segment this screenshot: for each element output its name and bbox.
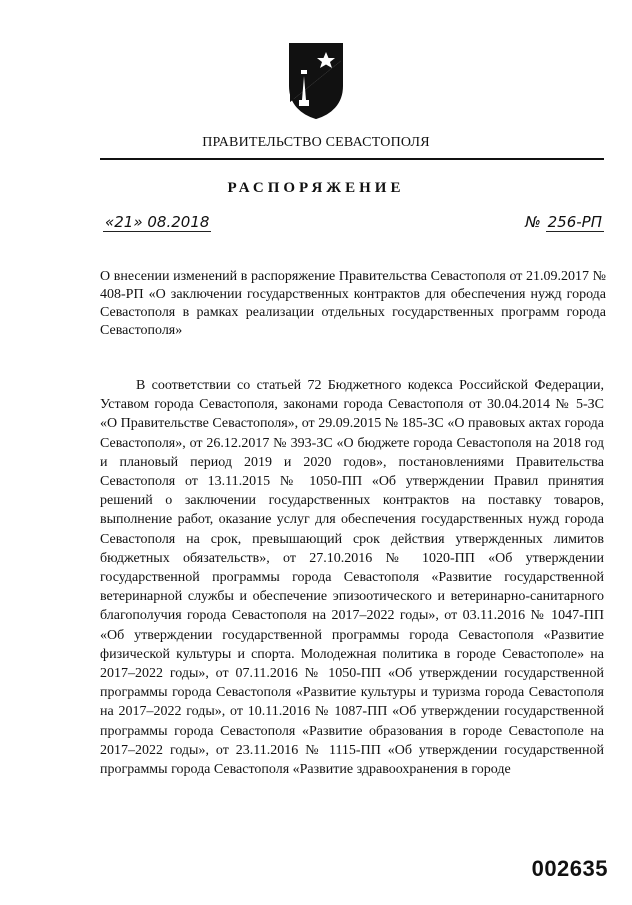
date-value: «21» 08.2018	[105, 213, 210, 231]
document-number	[525, 213, 604, 231]
government-title: ПРАВИТЕЛЬСТВО СЕВАСТОПОЛЯ	[202, 135, 430, 150]
number-value: 256-РП	[547, 213, 602, 231]
sevastopol-coat-of-arms-icon	[286, 40, 346, 120]
document-body: В соответствии со статьей 72 Бюджетного кодекса Российской Федерации, Уставом города Севастополя, законами города Севастополя от 30.04.2014 № 5-ЗС «О Правительстве Севастополя», от 29.09.2015 № 185-ЗС «О правовых актах города Севастополя», от 26.12.2017 № 393-ЗС «О бюджете города Севастополя на 2018 год и плановый период 2019 и 2020 годов», постановлениями Правительства Севастополя от 13.11.2015 № 1050-ПП «Об утверждении Правил принятия решений о заключении государственных контрактов на поставку товаров, выполнение работ, оказание услуг для обеспечения государственных нужд города Севастополя на срок, превышающий срок действия утвержденных лимитов бюджетных обязательств», от 27.10.2016 № 1020-ПП «Об утверждении государственной программы города Севастополя «Развитие государственной ветеринарной службы и обеспечение эпизоотического и ветеринарно-санитарного благополучия города Севастополя на 2017–2022 годы», от 03.11.2016 № 1047-ПП «Об утверждении государственной программы города Севастополя «Развитие физической культуры и спорта. Молодежная политика в городе Севастополе» на 2017–2022 годы», от 07.11.2016 № 1050-ПП «Об утверждении государственной программы города Севастополя «Развитие культуры и туризма города Севастополя на 2017–2022 годы», от 10.11.2016 № 1087-ПП «Об утверждении государственной программы города Севастополя «Развитие образования в городе Севастополе на 2017–2022 годы», от 23.11.2016 № 1115-ПП «Об утверждении государственной программы города Севастополя «Развитие здравоохранения в городе	[100, 378, 604, 778]
document-date	[103, 213, 211, 231]
number-prefix: №	[525, 213, 541, 231]
title-divider	[100, 158, 604, 160]
document-subject: О внесении изменений в распоряжение Правительства Севастополя от 21.09.2017 № 408-РП «О заключении государственных контрактов для обеспечения нужд города Севастополя в рамках реализации отдельных государственных программ города Севастополя»	[100, 269, 606, 338]
document-type-heading: РАСПОРЯЖЕНИЕ	[227, 180, 405, 196]
serial-number: 002635	[531, 856, 608, 881]
